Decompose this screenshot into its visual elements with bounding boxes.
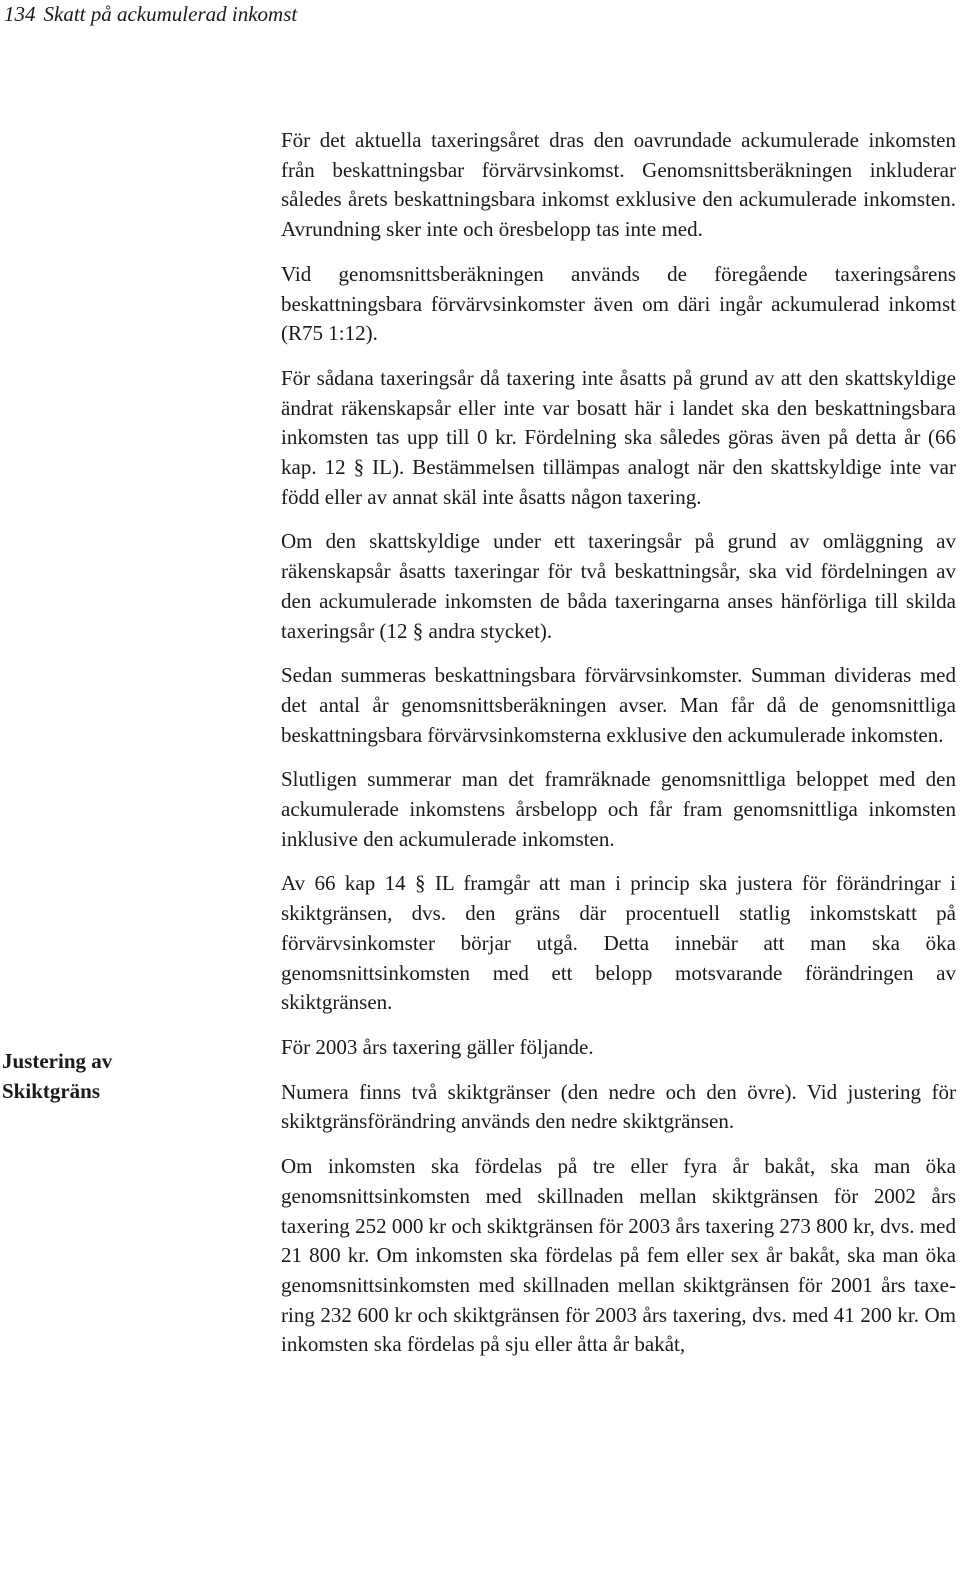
paragraph: Sedan summeras beskattningsbara förvärvsinkomster. Summan divideras med det antal år genomsnittsberäkningen avser. Man får då de genomsnittliga beskattningsbara förvärvsinkomsterna exklusive den ackumulerade inkomsten. [281, 663, 956, 747]
paragraph: För 2003 års taxering gäller följande. [281, 1034, 594, 1059]
body-text [281, 126, 956, 1375]
chapter-title: Skatt på ackumulerad inkomst [43, 2, 298, 26]
paragraph: För det aktuella taxeringsåret dras den oavrundade ackumulerade inkomsten från beskattningsbar förvärvsinkomst. Genomsnittsberäkningen inkluderar således årets beskattningsbara inkomst exklusive den ackumulerade inkomsten. Avrundning sker inte och öresbelopp tas inte med. [281, 128, 956, 242]
paragraph: Slutligen summerar man det framräknade genomsnittliga beloppet med den ackumulerade inkomstens årsbelopp och får fram genomsnittliga inkomsten inklusive den ackumulerade inkomsten. [281, 767, 956, 851]
margin-heading [2, 1046, 162, 1106]
paragraph: Om inkomsten ska fördelas på tre eller fyra år bakåt, ska man öka genomsnittsinkomsten med skillnaden mellan skiktgränsen för 2002 års taxering 252 000 kr och skiktgränsen för 2003 års taxering 273 800 kr, dvs. med 21 800 kr. Om inkomsten ska fördelas på fem eller sex år bakåt, ska man öka genomsnittsinkomsten med skillnaden mellan skiktgränsen för 2001 års taxering 232 600 kr och skiktgränsen för 2003 års taxering, dvs. med 41 200 kr. Om inkomsten ska fördelas på sju eller åtta år bakåt, [281, 1154, 956, 1357]
paragraph: Av 66 kap 14 § IL framgår att man i princip ska justera för förändringar i skiktgränsen, dvs. den gräns där procentuell statlig inkomstskatt på förvärvsinkomster börjar utgå. Detta innebär att man ska öka genomsnittsinkomsten med ett belopp motsvarande förändringen av skiktgränsen. [281, 871, 956, 1015]
paragraph: Om den skattskyldige under ett taxeringsår på grund av omläggning av räkenskapsår åsatts taxeringar för två beskattningsår, ska vid fördelningen av den ackumulerade inkomsten de båda taxeringarna anses hänförliga till skilda taxeringsår (12 § andra stycket). [281, 529, 956, 643]
paragraph: För sådana taxeringsår då taxering inte åsatts på grund av att den skattskyldige ändrat räkenskapsår eller inte var bosatt här i landet ska den beskattningsbara inkomsten tas upp till 0 kr. Fördelning ska således göras även på detta år (66 kap. 12 § IL). Bestämmelsen tillämpas analogt när den skattskyldige inte var född eller av annat skäl inte åsatts någon taxering. [281, 365, 956, 509]
paragraph: Numera finns två skiktgränser (den nedre och den övre). Vid justering för skiktgränsförändring används den nedre skiktgränsen. [281, 1079, 956, 1134]
margin-heading-line2: Skiktgräns [2, 1079, 101, 1103]
running-header [4, 0, 297, 28]
paragraph: Vid genomsnittsberäkningen används de föregående taxeringsårens beskattningsbara förvärvsinkomster även om däri ingår ackumulerad inkomst (R75 1:12). [281, 261, 956, 346]
margin-heading-line1: Justering av [2, 1049, 113, 1073]
page-number: 134 [4, 2, 36, 26]
